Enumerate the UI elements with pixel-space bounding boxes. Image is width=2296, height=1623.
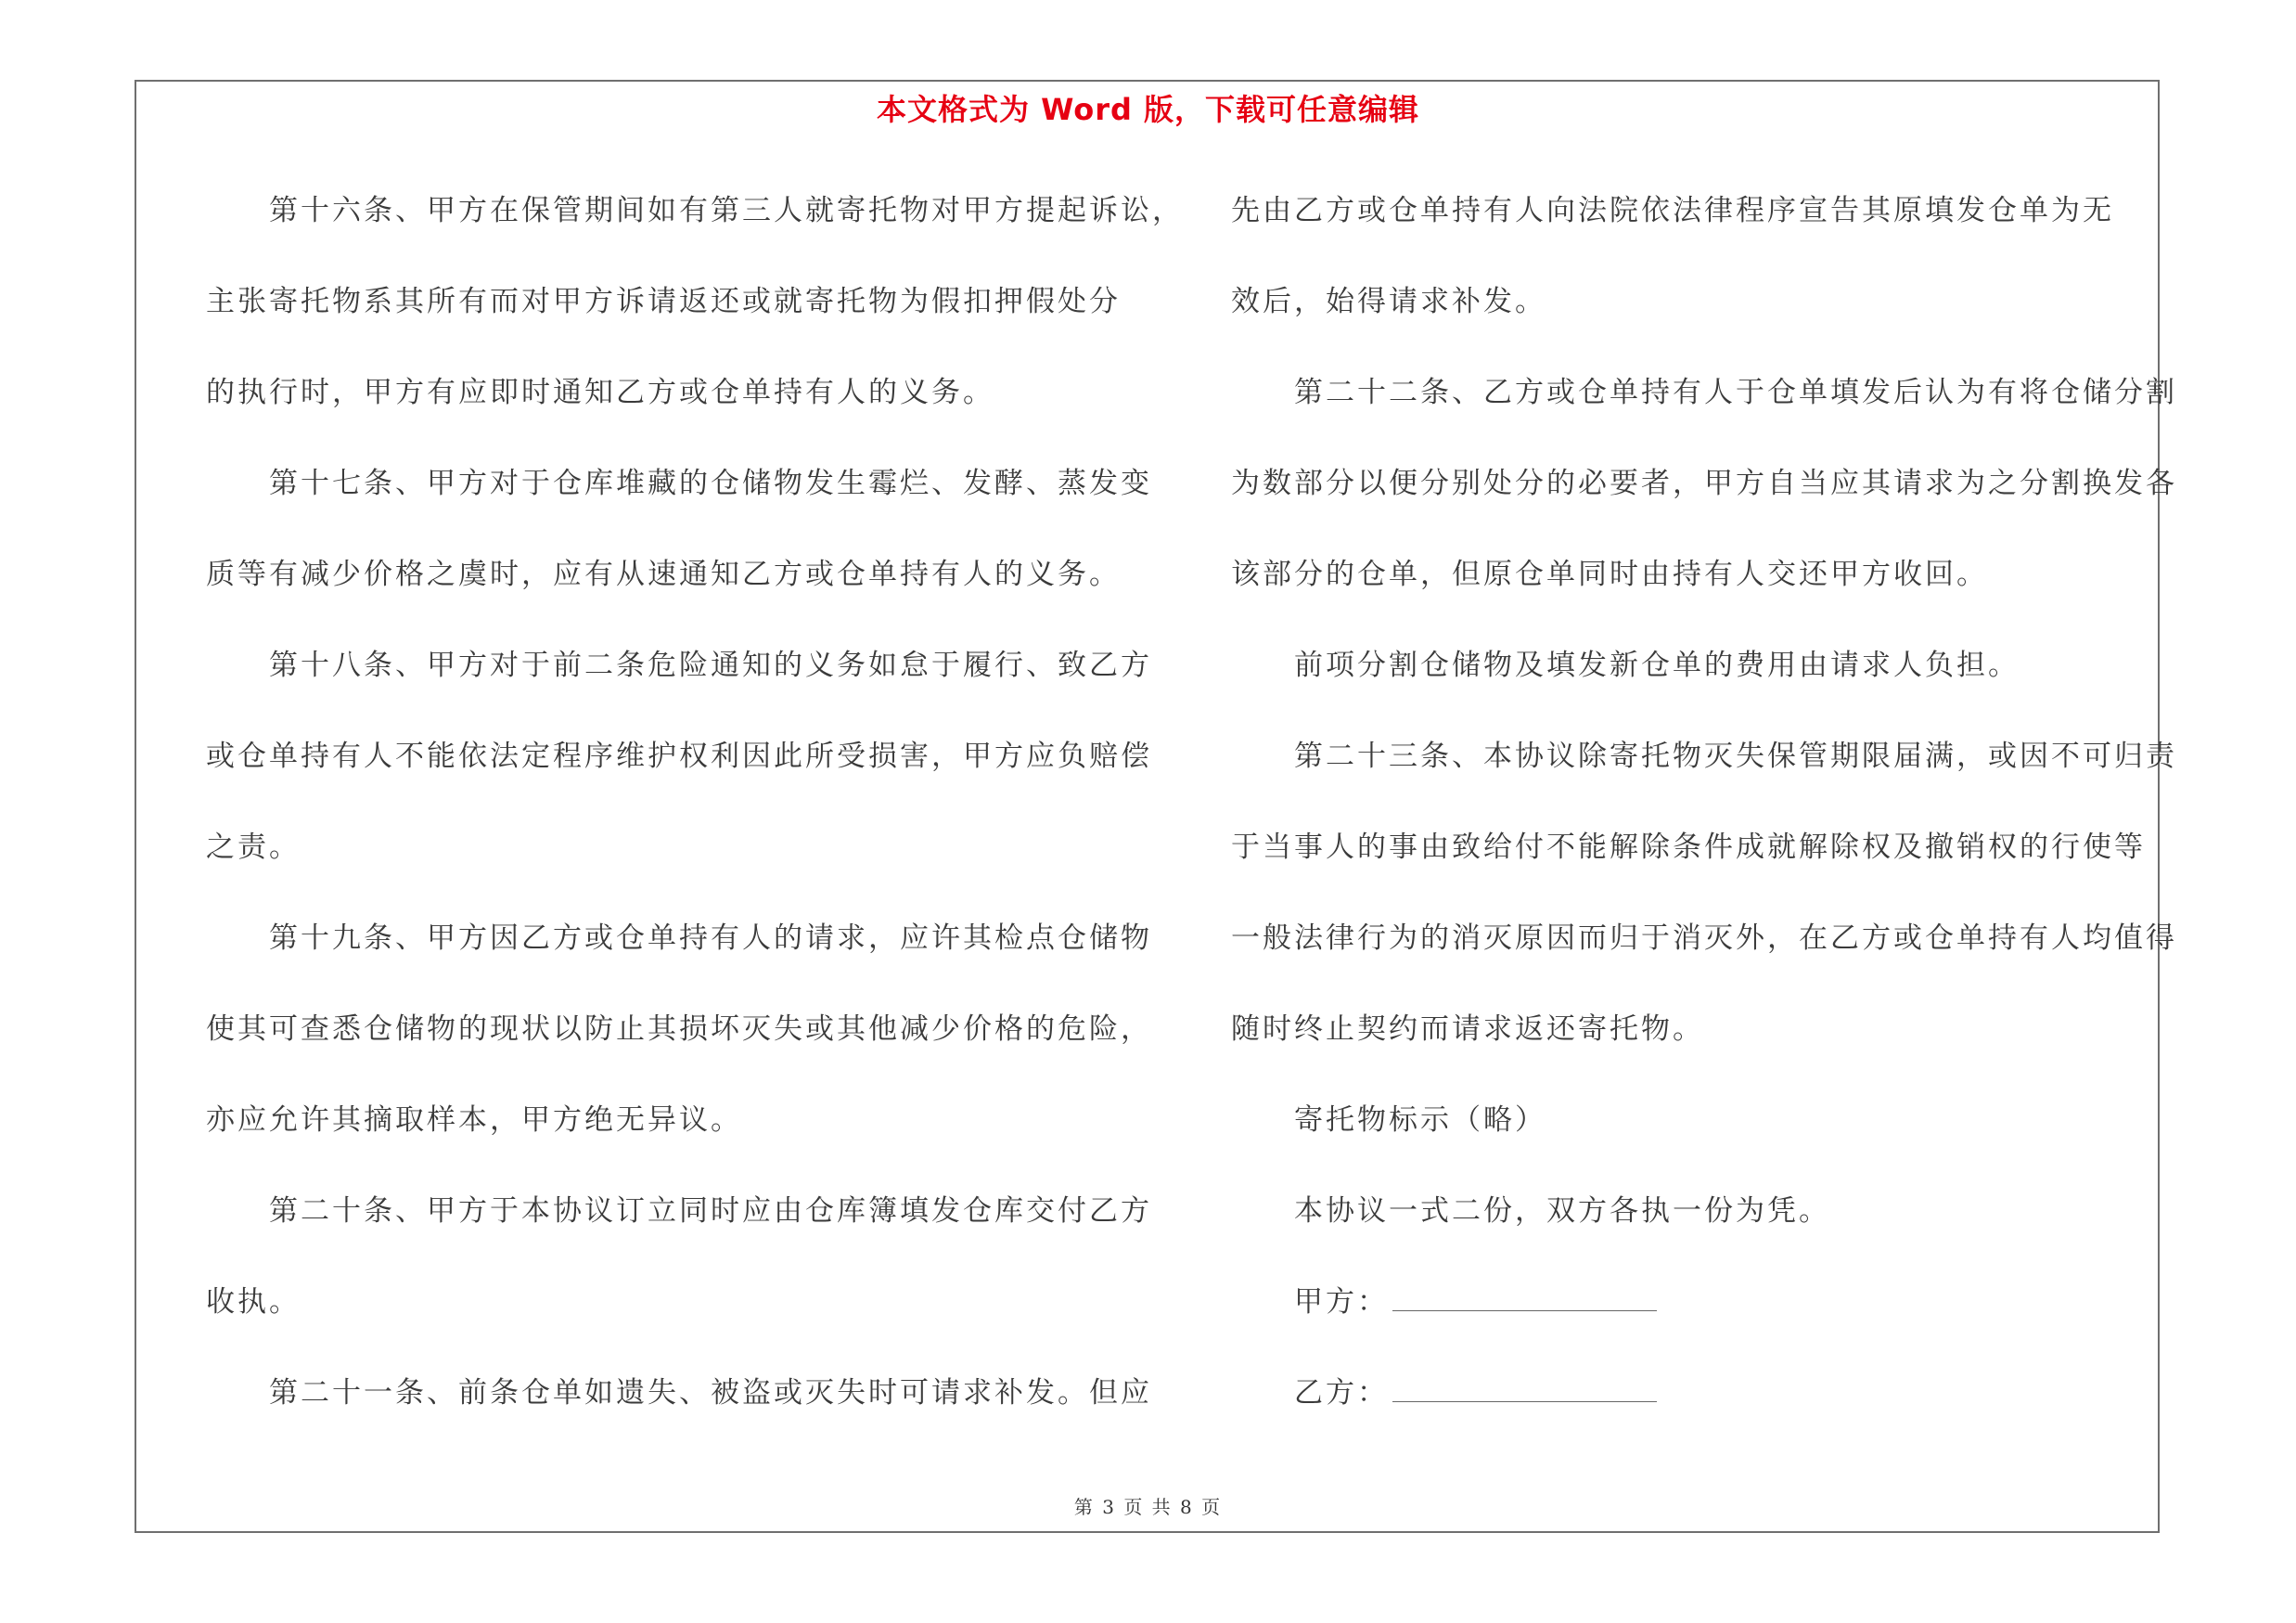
paragraph-line: 第十六条、甲方在保管期间如有第三人就寄托物对甲方提起诉讼，	[269, 194, 1184, 227]
paragraph-line: 第十八条、甲方对于前二条危险通知的义务如怠于履行、致乙方	[269, 649, 1152, 682]
paragraph-line: 的执行时，甲方有应即时通知乙方或仓单持有人的义务。	[206, 376, 994, 409]
paragraph-line: 第二十三条、本协议除寄托物灭失保管期限届满，或因不可归责	[1294, 740, 2177, 773]
party-a-signature-blank[interactable]	[1392, 1282, 1657, 1311]
party-b-signature-line	[1231, 1365, 2164, 1456]
party-b-signature-blank[interactable]	[1392, 1373, 1657, 1402]
paragraph-line: 一般法律行为的消灭原因而归于消灭外，在乙方或仓单持有人均值得	[1231, 921, 2177, 955]
party-a-signature-line	[1231, 1274, 2164, 1365]
right-text-column	[1231, 183, 2177, 1456]
paragraph-line: 该部分的仓单，但原仓单同时由持有人交还甲方收回。	[1231, 558, 1988, 591]
paragraph-line: 主张寄托物系其所有而对甲方诉请返还或就寄托物为假扣押假处分	[206, 285, 1121, 318]
paragraph-line: 亦应允许其摘取样本，甲方绝无异议。	[206, 1103, 742, 1137]
paragraph-line: 寄托物标示（略）	[1294, 1103, 1546, 1137]
paragraph-line: 先由乙方或仓单持有人向法院依法律程序宣告其原填发仓单为无	[1231, 194, 2114, 227]
paragraph-line: 本协议一式二份，双方各执一份为凭。	[1294, 1194, 1830, 1228]
paragraph-line: 或仓单持有人不能依法定程序维护权利因此所受损害，甲方应负赔偿	[206, 740, 1152, 773]
paragraph-line: 第二十条、甲方于本协议订立同时应由仓库簿填发仓库交付乙方	[269, 1194, 1152, 1228]
paragraph-line: 第十九条、甲方因乙方或仓单持有人的请求，应许其检点仓储物	[269, 921, 1152, 955]
party-a-label: 甲方：	[1294, 1285, 1389, 1319]
paragraph-line: 第二十一条、前条仓单如遗失、被盗或灭失时可请求补发。但应	[269, 1376, 1152, 1410]
paragraph-line: 收执。	[206, 1285, 301, 1319]
paragraph-line: 效后，始得请求补发。	[1231, 285, 1546, 318]
paragraph-line: 使其可查悉仓储物的现状以防止其损坏灭失或其他减少价格的危险，	[206, 1012, 1152, 1046]
party-b-label: 乙方：	[1294, 1376, 1389, 1410]
paragraph-line: 于当事人的事由致给付不能解除条件成就解除权及撤销权的行使等	[1231, 831, 2146, 864]
format-notice-banner: 本文格式为 Word 版，下载可任意编辑	[876, 92, 1420, 127]
paragraph-line: 第二十二条、乙方或仓单持有人于仓单填发后认为有将仓储分割	[1294, 376, 2177, 409]
paragraph-line: 质等有减少价格之虞时，应有从速通知乙方或仓单持有人的义务。	[206, 558, 1121, 591]
left-text-column	[206, 183, 1184, 1456]
paragraph-line: 之责。	[206, 831, 301, 864]
paragraph-line: 第十七条、甲方对于仓库堆藏的仓储物发生霉烂、发酵、蒸发变	[269, 467, 1152, 500]
paragraph-line: 随时终止契约而请求返还寄托物。	[1231, 1012, 1704, 1046]
page-number-footer: 第 3 页 共 8 页	[1073, 1496, 1223, 1518]
paragraph-line: 为数部分以便分别处分的必要者，甲方自当应其请求为之分割换发各	[1231, 467, 2177, 500]
paragraph-line: 前项分割仓储物及填发新仓单的费用由请求人负担。	[1294, 649, 2020, 682]
